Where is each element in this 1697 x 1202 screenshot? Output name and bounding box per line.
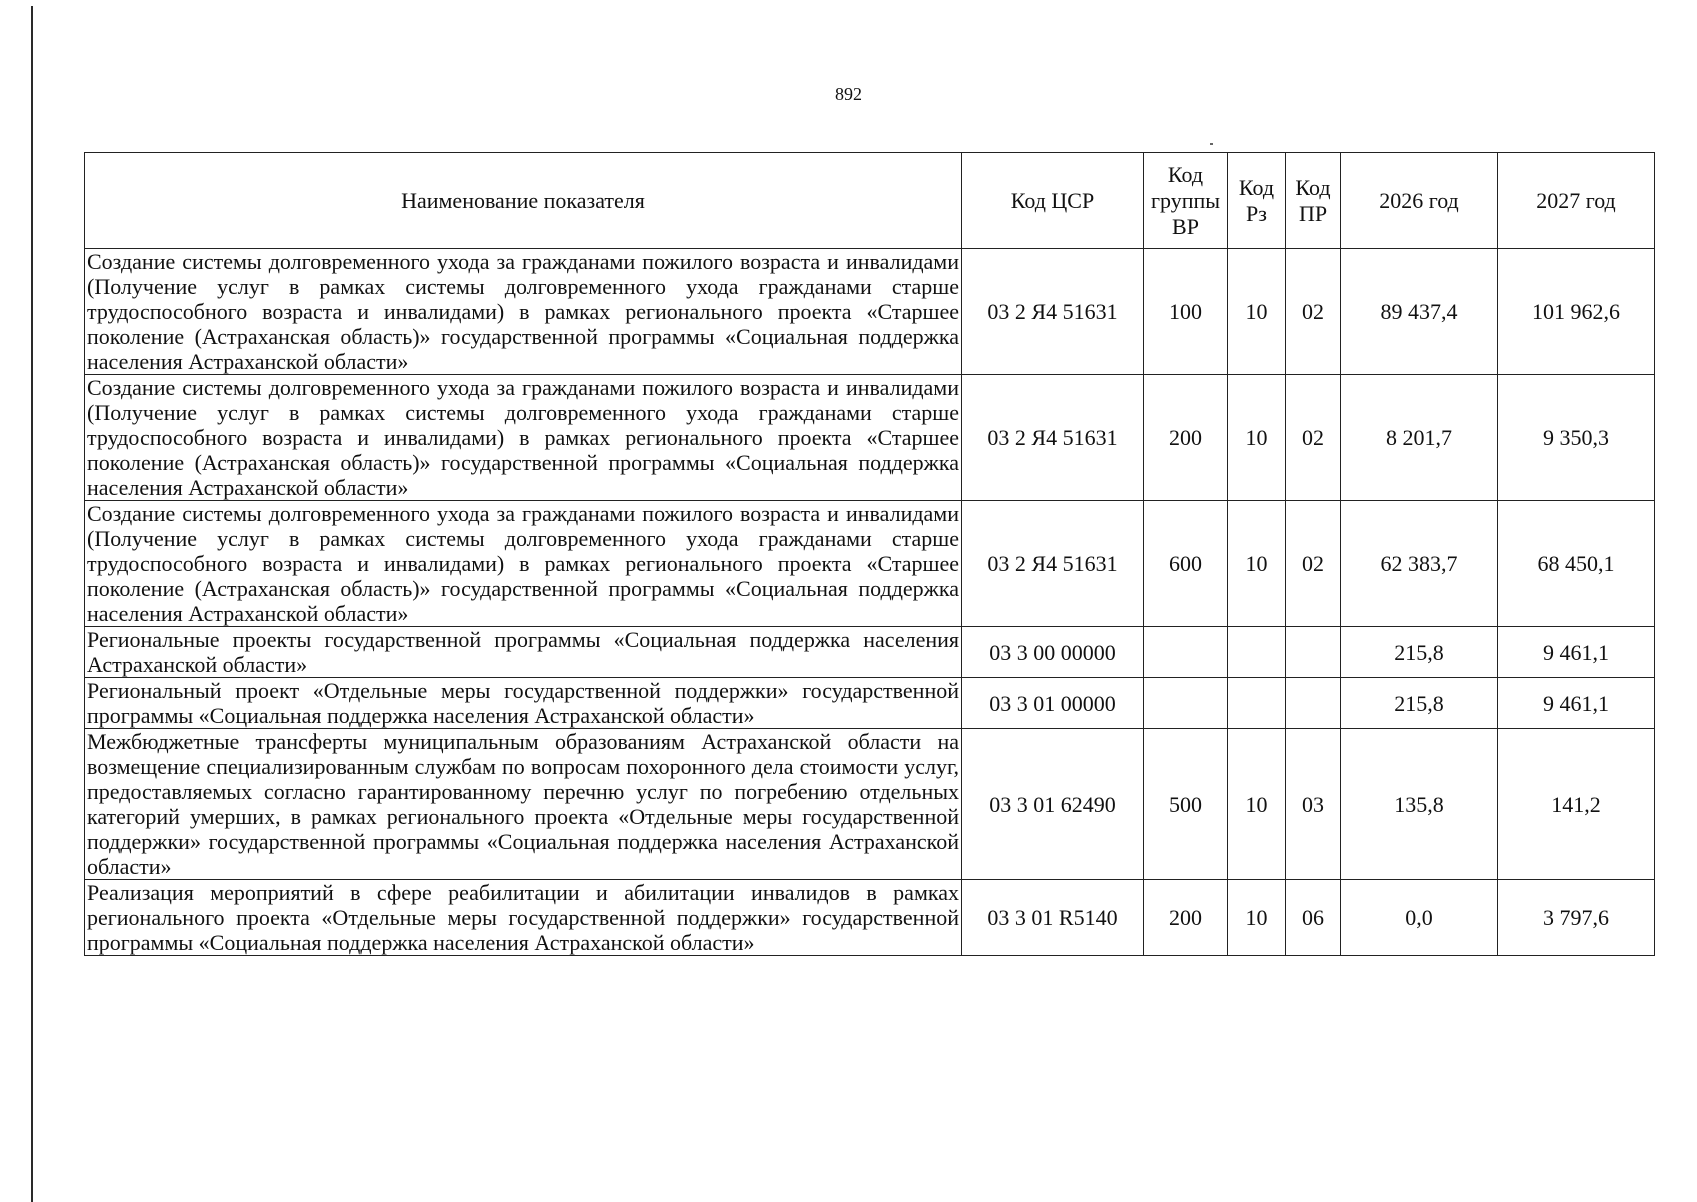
row-2026: 8 201,7 — [1341, 375, 1498, 501]
row-pr-code: 02 — [1286, 501, 1341, 627]
table-row — [85, 729, 1655, 880]
row-vr-code — [1144, 678, 1228, 729]
table-row — [85, 501, 1655, 627]
row-csr-code: 03 2 Я4 51631 — [962, 249, 1144, 375]
row-csr-code: 03 3 01 00000 — [962, 678, 1144, 729]
row-rz-code: 10 — [1228, 729, 1286, 880]
row-rz-code — [1228, 627, 1286, 678]
row-2027: 9 461,1 — [1498, 627, 1655, 678]
row-csr-code: 03 3 00 00000 — [962, 627, 1144, 678]
row-name: Межбюджетные трансферты муниципальным образованиям Астраханской области на возмещение специализированным службам по вопросам похоронного дела стоимости услуг, предоставляемых согласно гарантированному перечню услуг по погребению отдельных категорий умерших, в рамках регионального проекта «Отдельные меры государственной поддержки» государственной программы «Социальная поддержка населения Астраханской области» — [85, 729, 962, 880]
table-row — [85, 678, 1655, 729]
row-rz-code: 10 — [1228, 249, 1286, 375]
header-name: Наименование показателя — [85, 153, 962, 249]
row-pr-code: 02 — [1286, 249, 1341, 375]
row-csr-code: 03 3 01 62490 — [962, 729, 1144, 880]
row-rz-code: 10 — [1228, 880, 1286, 956]
row-rz-code — [1228, 678, 1286, 729]
header-2026: 2026 год — [1341, 153, 1498, 249]
row-2026: 62 383,7 — [1341, 501, 1498, 627]
budget-table — [84, 152, 1655, 956]
row-2026: 215,8 — [1341, 627, 1498, 678]
row-name: Создание системы долговременного ухода за гражданами пожилого возраста и инвалидами (Получение услуг в рамках системы долговременного ухода гражданами старше трудоспособного возраста и инвалидами) в рамках регионального проекта «Старшее поколение (Астраханская область)» государственной программы «Социальная поддержка населения Астраханской области» — [85, 501, 962, 627]
row-vr-code — [1144, 627, 1228, 678]
row-2027: 3 797,6 — [1498, 880, 1655, 956]
page-number: 892 — [835, 84, 862, 104]
row-2027: 68 450,1 — [1498, 501, 1655, 627]
row-2026: 0,0 — [1341, 880, 1498, 956]
header-2027: 2027 год — [1498, 153, 1655, 249]
scan-speck — [1210, 143, 1213, 145]
row-2026: 215,8 — [1341, 678, 1498, 729]
row-2027: 9 461,1 — [1498, 678, 1655, 729]
header-pr-code: Код ПР — [1286, 153, 1341, 249]
row-pr-code: 02 — [1286, 375, 1341, 501]
row-vr-code: 200 — [1144, 880, 1228, 956]
header-row — [85, 153, 1655, 249]
row-csr-code: 03 3 01 R5140 — [962, 880, 1144, 956]
row-name: Реализация мероприятий в сфере реабилитации и абилитации инвалидов в рамках регионального проекта «Отдельные меры государственной поддержки» государственной программы «Социальная поддержка населения Астраханской области» — [85, 880, 962, 956]
row-2026: 89 437,4 — [1341, 249, 1498, 375]
row-name: Создание системы долговременного ухода за гражданами пожилого возраста и инвалидами (Получение услуг в рамках системы долговременного ухода гражданами старше трудоспособного возраста и инвалидами) в рамках регионального проекта «Старшее поколение (Астраханская область)» государственной программы «Социальная поддержка населения Астраханской области» — [85, 249, 962, 375]
table-row — [85, 249, 1655, 375]
row-name: Региональный проект «Отдельные меры государственной поддержки» государственной программы «Социальная поддержка населения Астраханской области» — [85, 678, 962, 729]
row-pr-code: 03 — [1286, 729, 1341, 880]
table-row — [85, 880, 1655, 956]
row-vr-code: 600 — [1144, 501, 1228, 627]
row-2027: 9 350,3 — [1498, 375, 1655, 501]
row-name: Региональные проекты государственной программы «Социальная поддержка населения Астраханской области» — [85, 627, 962, 678]
header-csr-code: Код ЦСР — [962, 153, 1144, 249]
row-rz-code: 10 — [1228, 501, 1286, 627]
row-2027: 101 962,6 — [1498, 249, 1655, 375]
row-vr-code: 100 — [1144, 249, 1228, 375]
row-pr-code: 06 — [1286, 880, 1341, 956]
row-csr-code: 03 2 Я4 51631 — [962, 375, 1144, 501]
row-name: Создание системы долговременного ухода за гражданами пожилого возраста и инвалидами (Получение услуг в рамках системы долговременного ухода гражданами старше трудоспособного возраста и инвалидами) в рамках регионального проекта «Старшее поколение (Астраханская область)» государственной программы «Социальная поддержка населения Астраханской области» — [85, 375, 962, 501]
table-row — [85, 627, 1655, 678]
page-left-border — [31, 6, 33, 1202]
row-rz-code: 10 — [1228, 375, 1286, 501]
row-2027: 141,2 — [1498, 729, 1655, 880]
row-pr-code — [1286, 627, 1341, 678]
row-vr-code: 200 — [1144, 375, 1228, 501]
row-2026: 135,8 — [1341, 729, 1498, 880]
table-row — [85, 375, 1655, 501]
header-vr-code: Код группы ВР — [1144, 153, 1228, 249]
row-vr-code: 500 — [1144, 729, 1228, 880]
row-pr-code — [1286, 678, 1341, 729]
header-rz-code: Код Рз — [1228, 153, 1286, 249]
row-csr-code: 03 2 Я4 51631 — [962, 501, 1144, 627]
